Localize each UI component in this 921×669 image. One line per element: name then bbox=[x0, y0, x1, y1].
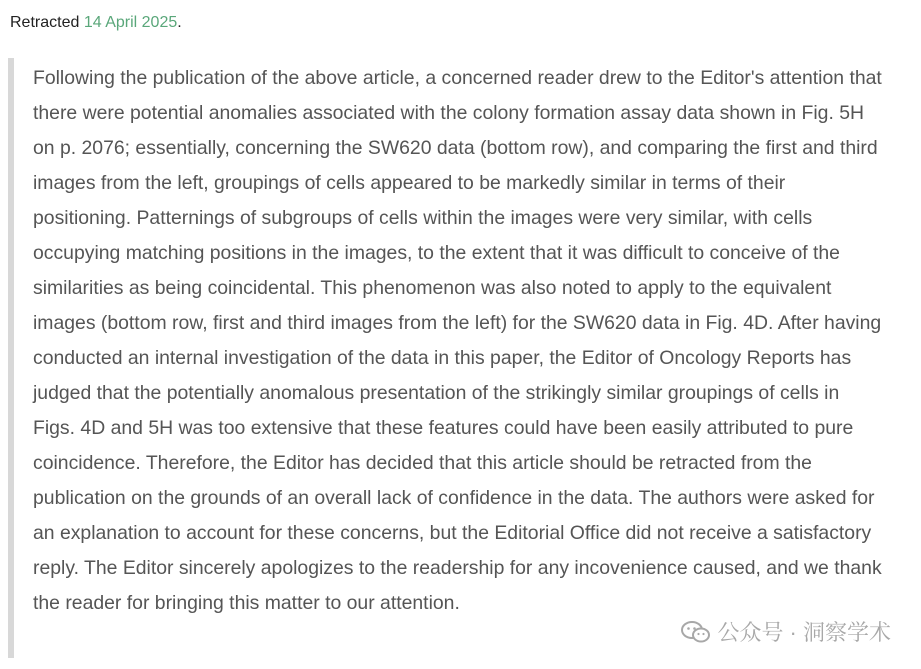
retraction-notice-blockquote bbox=[8, 58, 883, 658]
retraction-status bbox=[10, 12, 182, 34]
wechat-icon bbox=[681, 620, 711, 644]
watermark bbox=[681, 616, 891, 647]
retraction-period: . bbox=[177, 14, 182, 31]
retraction-notice-text: Following the publication of the above article, a concerned reader drew to the Editor's attention that there were potential anomalies associated with the colony formation assay data shown in Fig. 5H on p. 2076; essentially, concerning the SW620 data (bottom row), and comparing the first and third images from the left, groupings of cells appeared to be markedly similar in terms of their positioning. Patternings of subgroups of cells within the images were very similar, with cells occupying matching positions in the images, to the extent that it was difficult to conceive of the similarities as being coincidental. This phenomenon was also noted to apply to the equivalent images (bottom row, first and third images from the left) for the SW620 data in Fig. 4D. After having conducted an internal investigation of the data in this paper, the Editor of Oncology Reports has judged that the potentially anomalous presentation of the strikingly similar groupings of cells in Figs. 4D and 5H was too extensive that these features could have been easily attributed to pure coincidence. Therefore, the Editor has decided that this article should be retracted from the publication on the grounds of an overall lack of confidence in the data. The authors were asked for an explanation to account for these concerns, but the Editorial Office did not receive a satisfactory reply. The Editor sincerely apologizes to the readership for any incovenience caused, and we thank the reader for bringing this matter to our attention. bbox=[33, 67, 882, 614]
retracted-label: Retracted bbox=[10, 14, 80, 31]
retraction-date: 14 April 2025 bbox=[83, 14, 178, 31]
watermark-text: 公众号 · 洞察学术 bbox=[717, 620, 891, 645]
